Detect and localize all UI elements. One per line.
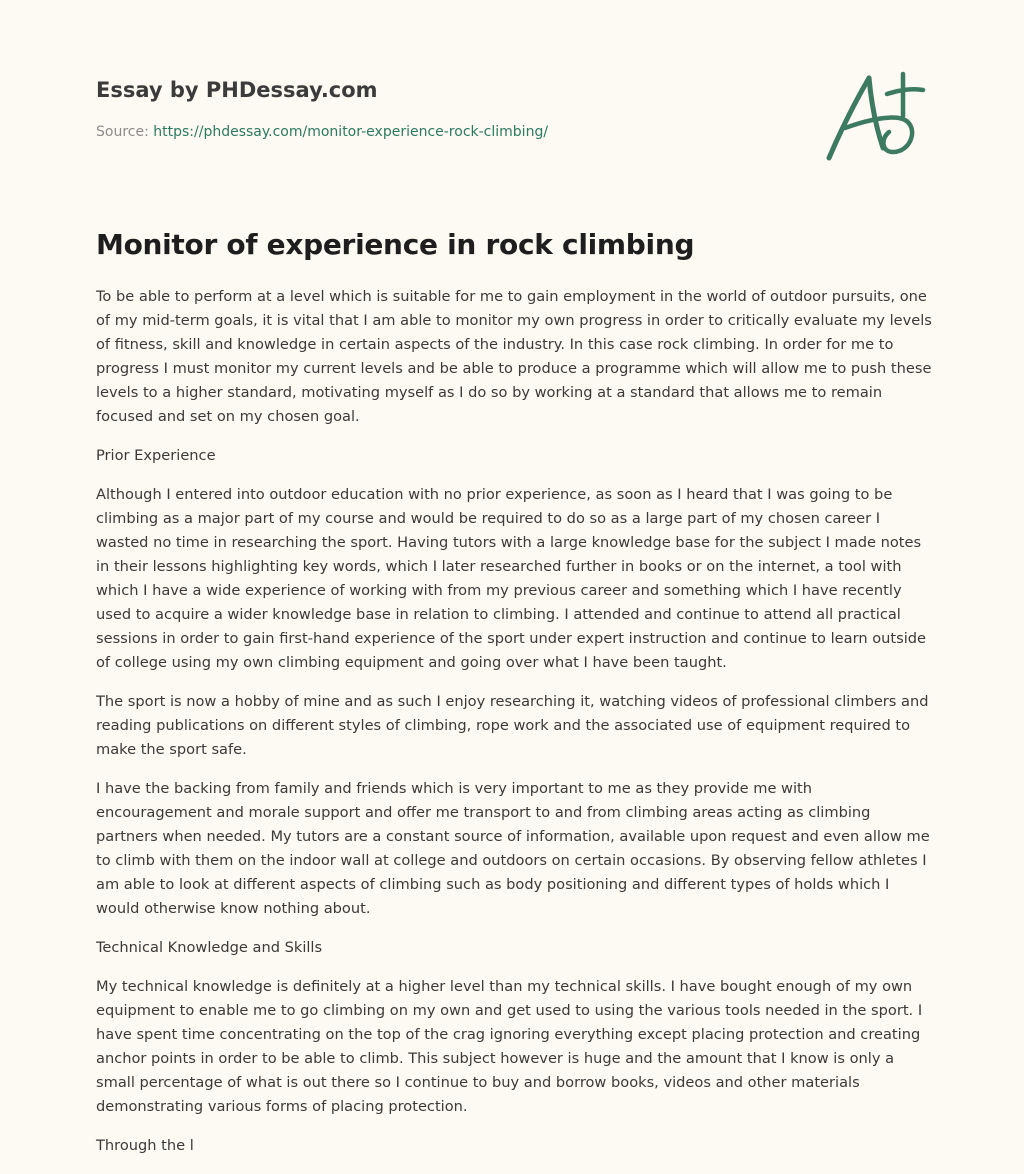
paragraph: The sport is now a hobby of mine and as such I enjoy researching it, watching videos of professional climbers and reading publications on different styles of climbing, rope work and the associated use of equipment required to make the sport safe.: [96, 693, 929, 758]
paragraph-truncated: Through the l: [96, 1137, 194, 1154]
essay-title: Monitor of experience in rock climbing: [96, 228, 695, 261]
brand-title: Essay by PHDessay.com: [96, 78, 378, 102]
essay-body: [96, 285, 932, 1173]
essay-header: [96, 72, 928, 140]
source-label: Source:: [96, 124, 149, 140]
source-line: [96, 124, 548, 140]
section-heading-prior-experience: Prior Experience: [96, 447, 216, 464]
paragraph: I have the backing from family and friends which is very important to me as they provide me with encouragement and morale support and offer me transport to and from climbing areas acting as climbing partners when needed. My tutors are a constant source of information, available upon request and even allow me to climb with them on the indoor wall at college and outdoors on certain occasions. By observing fellow athletes I am able to look at different aspects of climbing such as body positioning and different types of holds which I would otherwise know nothing about.: [96, 780, 930, 917]
paragraph: My technical knowledge is definitely at a higher level than my technical skills. I have bought enough of my own equipment to enable me to go climbing on my own and get used to using the various tools needed in the sport. I have spent time concentrating on the top of the crag ignoring everything except placing protection and creating anchor points in order to be able to climb. This subject however is huge and the amount that I know is only a small percentage of what is out there so I continue to buy and borrow books, videos and other materials demonstrating various forms of placing protection.: [96, 978, 923, 1115]
paragraph: To be able to perform at a level which is suitable for me to gain employment in the world of outdoor pursuits, one of my mid-term goals, it is vital that I am able to monitor my own progress in order to critically evaluate my levels of fitness, skill and knowledge in certain aspects of the industry. In this case rock climbing. In order for me to progress I must monitor my current levels and be able to produce a programme which will allow me to push these levels to a higher standard, motivating myself as I do so by working at a standard that allows me to remain focused and set on my chosen goal.: [96, 288, 932, 425]
paragraph: Although I entered into outdoor education with no prior experience, as soon as I heard that I was going to be climbing as a major part of my course and would be required to do so as a large part of my chosen career I wasted no time in researching the sport. Having tutors with a large knowledge base for the subject I made notes in their lessons highlighting key words, which I later researched further in books or on the internet, a tool with which I have a wide experience of working with from my previous career and something which I have recently used to acquire a wider knowledge base in relation to climbing. I attended and continue to attend all practical sessions in order to gain first-hand experience of the sport under expert instruction and continue to learn outside of college using my own climbing equipment and going over what I have been taught.: [96, 486, 927, 671]
a-plus-logo-icon: [823, 68, 927, 164]
source-link[interactable]: https://phdessay.com/monitor-experience-rock-climbing/: [153, 124, 549, 140]
section-heading-technical-knowledge: Technical Knowledge and Skills: [96, 939, 323, 956]
